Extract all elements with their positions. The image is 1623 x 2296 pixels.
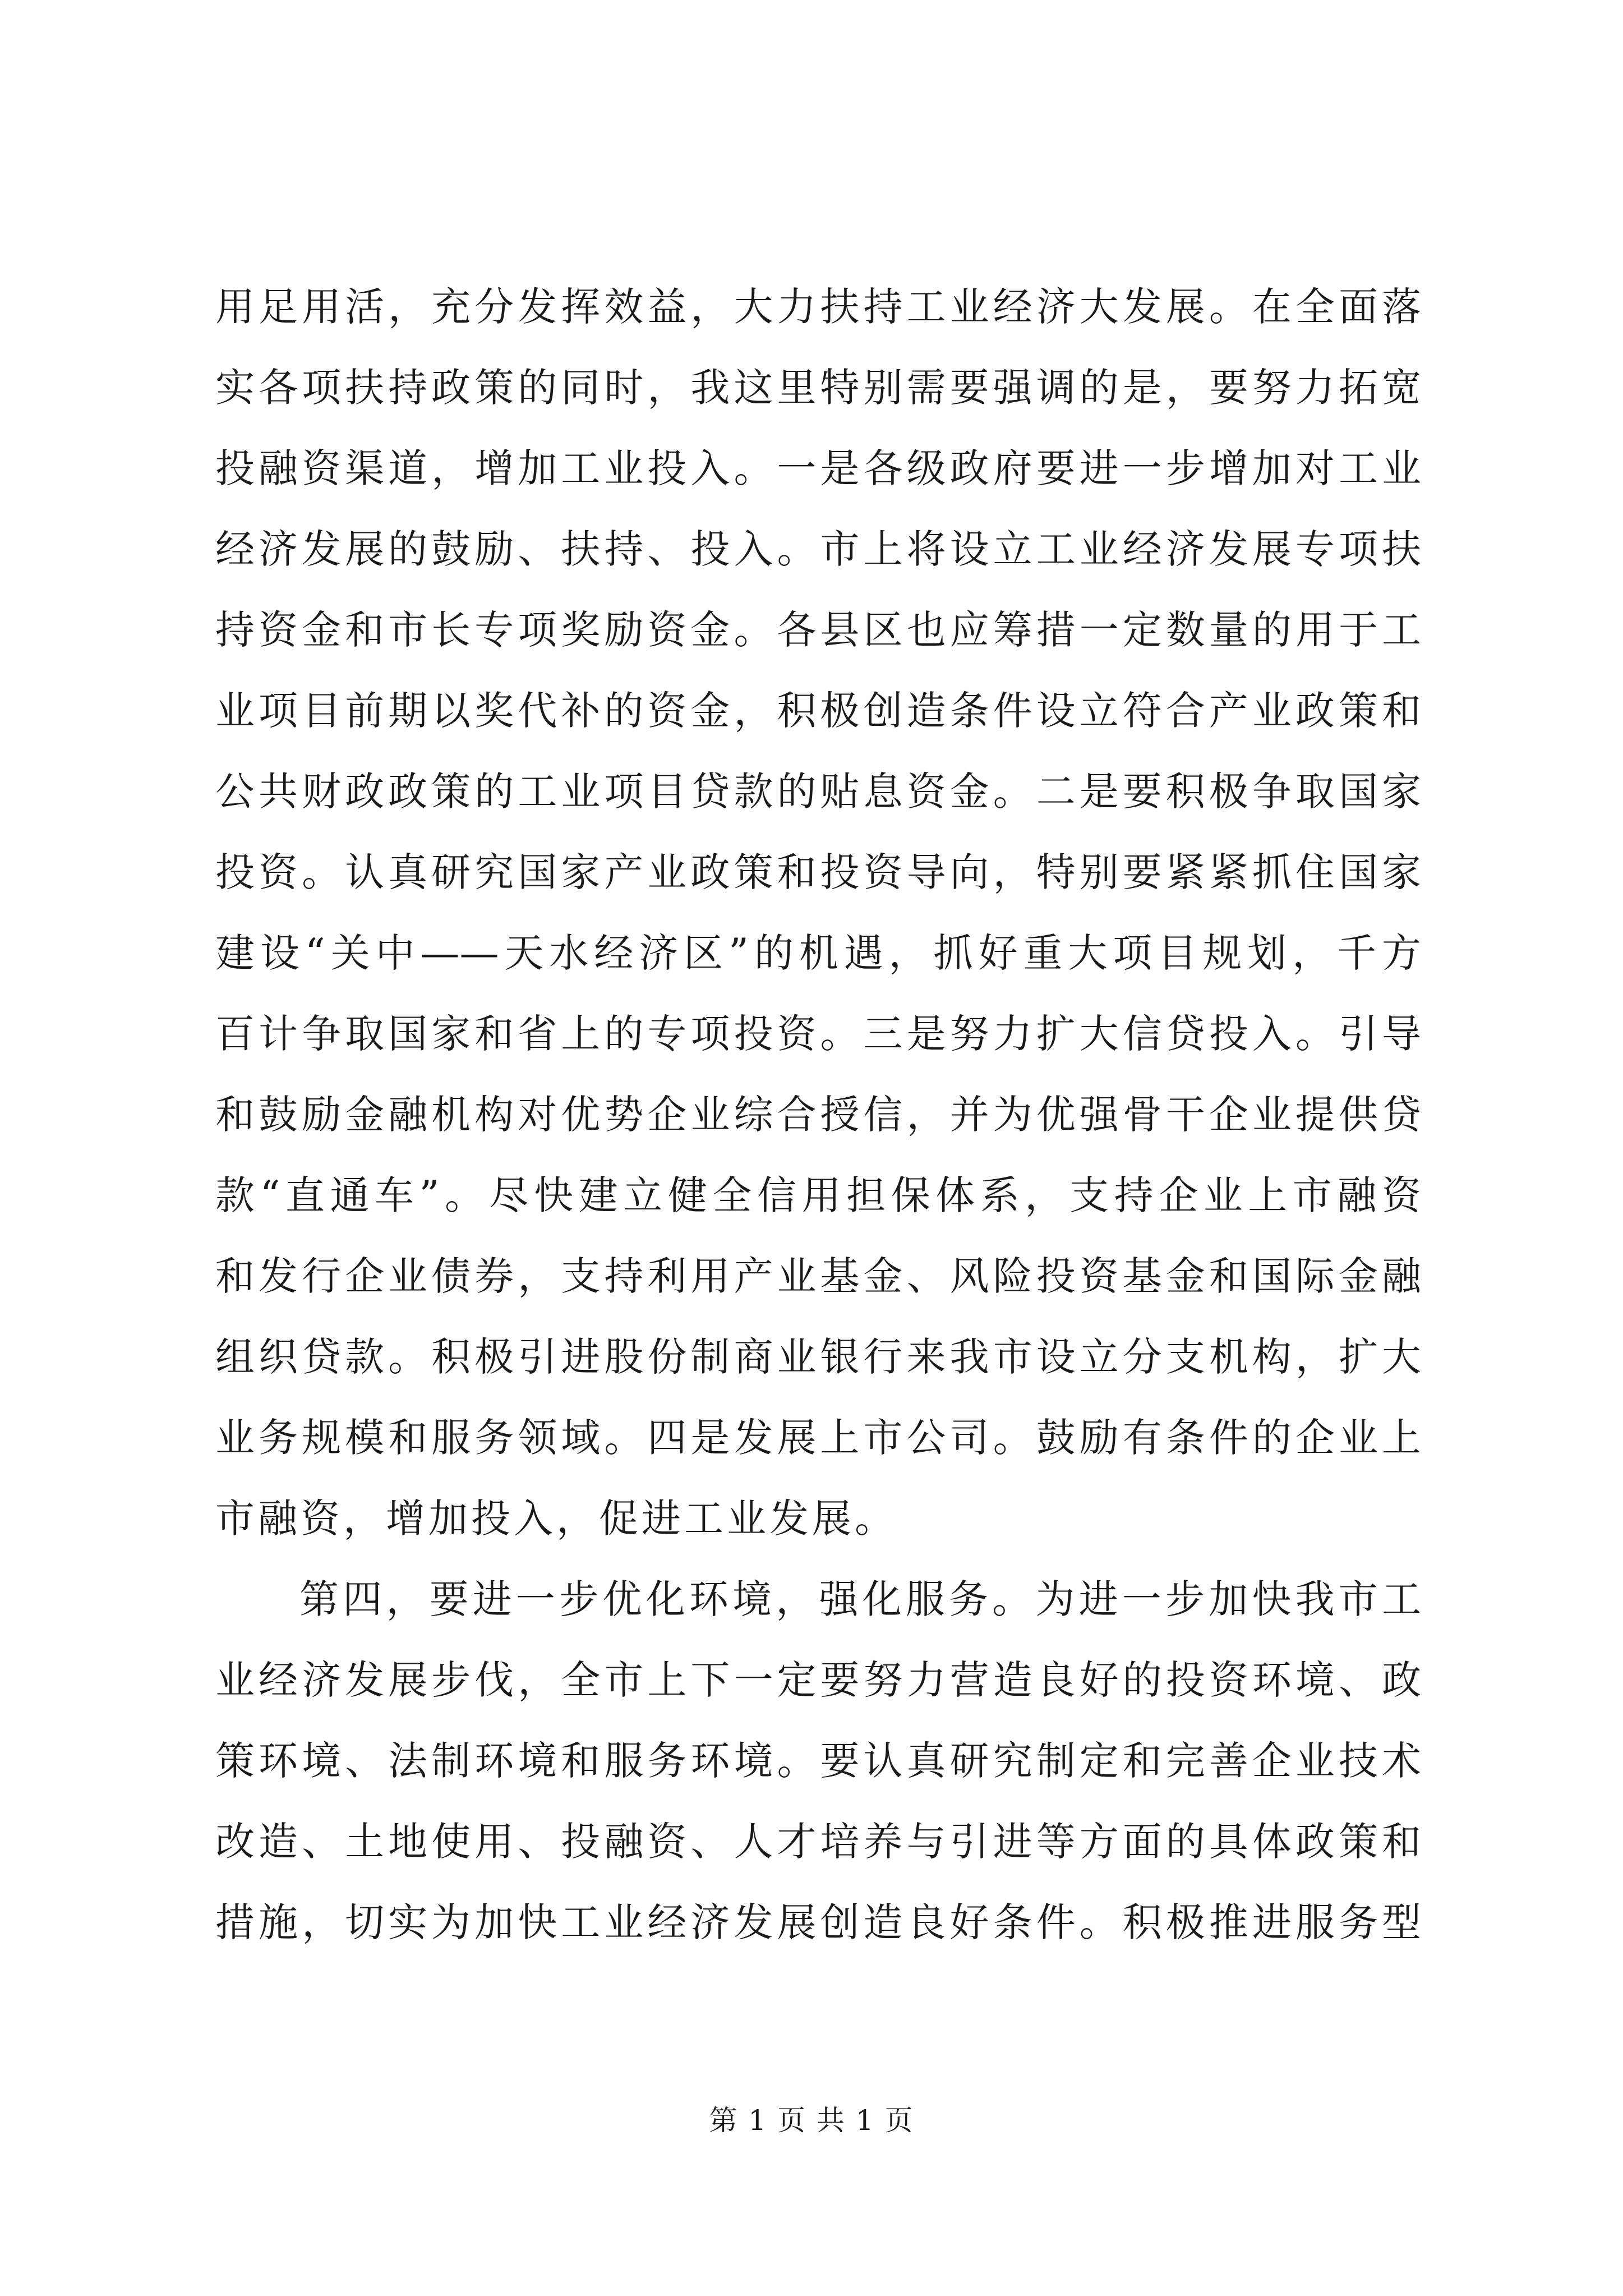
page-footer: 第 1 页 共 1 页 [709,2104,914,2137]
paragraph-start-line: 第四，要进一步优化环境，强化服务。为进一步加快我市工 [299,1576,1421,1622]
text-line: 款“直通车”。尽快建立健全信用担保体系，支持企业上市融资 [215,1172,1421,1218]
text-line: 改造、土地使用、投融资、人才培养与引进等方面的具体政策和 [215,1819,1421,1865]
text-line: 市融资，增加投入，促进工业发展。 [215,1496,897,1542]
text-line: 持资金和市长专项奖励资金。各县区也应筹措一定数量的用于工 [215,607,1421,653]
text-line: 和发行企业债券，支持利用产业基金、风险投资基金和国际金融 [215,1253,1421,1299]
text-line: 策环境、法制环境和服务环境。要认真研究制定和完善企业技术 [215,1738,1421,1784]
document-body [215,266,1421,1963]
text-line: 业经济发展步伐，全市上下一定要努力营造良好的投资环境、政 [215,1657,1421,1703]
text-line: 百计争取国家和省上的专项投资。三是努力扩大信贷投入。引导 [215,1011,1421,1057]
text-line: 用足用活，充分发挥效益，大力扶持工业经济大发展。在全面落 [215,284,1421,330]
text-line: 投资。认真研究国家产业政策和投资导向，特别要紧紧抓住国家 [215,849,1421,895]
text-line: 业务规模和服务领域。四是发展上市公司。鼓励有条件的企业上 [215,1415,1421,1461]
text-line: 建设“关中——天水经济区”的机遇，抓好重大项目规划，千方 [215,930,1421,976]
text-line: 业项目前期以奖代补的资金，积极创造条件设立符合产业政策和 [215,688,1421,734]
text-line: 投融资渠道，增加工业投入。一是各级政府要进一步增加对工业 [215,445,1421,491]
text-line: 措施，切实为加快工业经济发展创造良好条件。积极推进服务型 [215,1899,1421,1945]
text-line: 和鼓励金融机构对优势企业综合授信，并为优强骨干企业提供贷 [215,1092,1421,1138]
text-line: 组织贷款。积极引进股份制商业银行来我市设立分支机构，扩大 [215,1334,1421,1380]
text-line: 经济发展的鼓励、扶持、投入。市上将设立工业经济发展专项扶 [215,526,1421,572]
text-line: 实各项扶持政策的同时，我这里特别需要强调的是，要努力拓宽 [215,365,1421,411]
text-line: 公共财政政策的工业项目贷款的贴息资金。二是要积极争取国家 [215,769,1421,815]
